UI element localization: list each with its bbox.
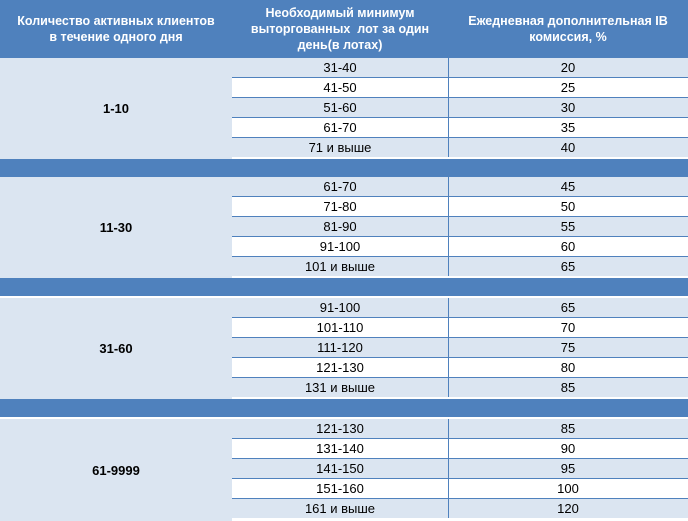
lots-cell: 61-70 xyxy=(323,179,357,194)
row-divider xyxy=(232,77,688,78)
lots-cell: 151-160 xyxy=(316,481,364,496)
commission-cell: 25 xyxy=(560,80,576,95)
row-divider xyxy=(232,377,688,378)
table-row xyxy=(232,98,688,117)
lots-cell: 81-90 xyxy=(323,219,357,234)
table-row xyxy=(232,459,688,478)
row-divider xyxy=(232,337,688,338)
table-row xyxy=(232,298,688,317)
lots-cell: 121-130 xyxy=(316,360,364,375)
commission-cell: 45 xyxy=(560,179,576,194)
lots-cell: 91-100 xyxy=(319,300,361,315)
commission-cell: 20 xyxy=(560,60,576,75)
table-row xyxy=(232,177,688,196)
group-separator xyxy=(0,159,688,177)
lots-cell: 71-80 xyxy=(323,199,357,214)
row-divider xyxy=(232,357,688,358)
lots-cell: 101 и выше xyxy=(304,259,376,274)
client-group-11-30 xyxy=(0,177,688,278)
commission-cell: 85 xyxy=(560,421,576,436)
lots-cell: 71 и выше xyxy=(308,140,372,155)
commission-cell: 75 xyxy=(560,340,576,355)
group-label: 11-30 xyxy=(0,177,232,278)
table-row xyxy=(232,197,688,216)
lots-cell: 111-120 xyxy=(317,340,363,355)
lots-cell: 31-40 xyxy=(323,60,357,75)
lots-cell: 101-110 xyxy=(316,320,364,335)
lots-cell: 131-140 xyxy=(316,441,364,456)
table-row xyxy=(232,318,688,337)
lots-cell: 51-60 xyxy=(323,100,357,115)
header-line: Количество активных клиентов xyxy=(17,14,215,28)
commission-cell: 50 xyxy=(560,199,576,214)
table-row xyxy=(232,118,688,137)
lots-cell: 91-100 xyxy=(319,239,361,254)
table-row xyxy=(232,257,688,276)
header-line: день(в лотах) xyxy=(297,38,383,52)
lots-cell: 141-150 xyxy=(316,461,364,476)
table-row xyxy=(232,237,688,256)
row-divider xyxy=(232,216,688,217)
header-line: выторгованных лот за один xyxy=(250,22,430,36)
commission-cell: 55 xyxy=(560,219,576,234)
commission-cell: 65 xyxy=(560,259,576,274)
table-header xyxy=(0,0,688,58)
table-row xyxy=(232,78,688,97)
commission-cell: 95 xyxy=(560,461,576,476)
commission-cell: 85 xyxy=(560,380,576,395)
table-row xyxy=(232,439,688,458)
row-divider xyxy=(232,458,688,459)
table-row xyxy=(232,338,688,357)
commission-cell: 30 xyxy=(560,100,576,115)
row-divider xyxy=(232,256,688,257)
row-divider xyxy=(232,236,688,237)
row-divider xyxy=(232,97,688,98)
group-separator xyxy=(0,278,688,296)
client-group-1-10 xyxy=(0,58,688,159)
header-min-lots xyxy=(232,0,448,58)
row-divider xyxy=(232,196,688,197)
commission-cell: 100 xyxy=(557,481,579,496)
table-row xyxy=(232,419,688,438)
header-line: Необходимый минимум xyxy=(265,6,415,20)
commission-cell: 80 xyxy=(560,360,576,375)
client-group-31-60 xyxy=(0,298,688,399)
lots-cell: 131 и выше xyxy=(304,380,376,395)
commission-cell: 65 xyxy=(560,300,576,315)
header-active-clients xyxy=(0,0,232,58)
commission-cell: 70 xyxy=(560,320,576,335)
group-label: 31-60 xyxy=(0,298,232,399)
table-row xyxy=(232,479,688,498)
row-divider xyxy=(232,498,688,499)
table-row xyxy=(232,58,688,77)
table-row xyxy=(232,378,688,397)
row-divider xyxy=(232,137,688,138)
header-line: комиссия, % xyxy=(529,30,607,44)
lots-cell: 121-130 xyxy=(316,421,364,436)
row-divider xyxy=(232,438,688,439)
table-row xyxy=(232,138,688,157)
group-separator xyxy=(0,399,688,417)
row-divider xyxy=(232,478,688,479)
table-row xyxy=(232,499,688,518)
client-group-61-9999 xyxy=(0,419,688,521)
header-line: в течение одного дня xyxy=(49,30,183,44)
commission-cell: 120 xyxy=(557,501,579,516)
lots-cell: 61-70 xyxy=(323,120,357,135)
table-row xyxy=(232,217,688,236)
header-commission xyxy=(448,0,688,58)
commission-cell: 40 xyxy=(560,140,576,155)
commission-cell: 60 xyxy=(560,239,576,254)
group-label: 61-9999 xyxy=(0,419,232,521)
lots-cell: 41-50 xyxy=(323,80,357,95)
group-label: 1-10 xyxy=(0,58,232,159)
commission-cell: 90 xyxy=(560,441,576,456)
table-row xyxy=(232,358,688,377)
row-divider xyxy=(232,117,688,118)
row-divider xyxy=(232,317,688,318)
commission-cell: 35 xyxy=(560,120,576,135)
lots-cell: 161 и выше xyxy=(304,501,376,516)
header-line: Ежедневная дополнительная IB xyxy=(468,14,668,28)
